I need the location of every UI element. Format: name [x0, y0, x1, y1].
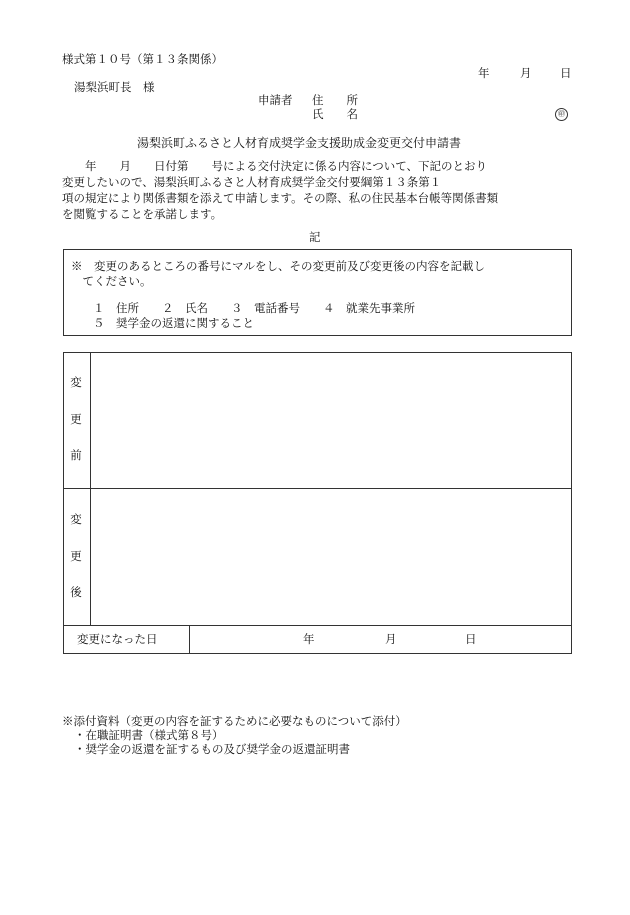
applicant-address-label: 住 所	[312, 93, 358, 107]
before-label-char-3: 前	[70, 448, 82, 462]
body-line-1: 年 月 日付第 号による交付決定に係る内容について、下記のとおり	[62, 159, 488, 173]
document-title: 湯梨浜町ふるさと人材育成奨学金支援助成金変更交付申請書	[137, 136, 462, 150]
note-line-1: ※ 変更のあるところの番号にマルをし、その変更前及び変更後の内容を記載し	[71, 259, 485, 273]
attachment-item-2: ・奨学金の返還を証するもの及び奨学金の返還証明書	[74, 742, 350, 756]
applicant-label: 申請者	[258, 93, 293, 107]
attachments-heading: ※添付資料（変更の内容を証するために必要なものについて添付）	[62, 714, 407, 728]
changed-date-year: 年	[303, 632, 315, 646]
body-line-3: 項の規定により関係書類を添えて申請します。その際、私の住民基本台帳等関係書類	[62, 191, 499, 205]
after-label-char-3: 後	[70, 585, 82, 599]
body-line-2: 変更したいので、湯梨浜町ふるさと人材育成奨学金交付要綱第１３条第１	[62, 175, 442, 189]
changed-date-month: 月	[385, 632, 397, 646]
before-label-char-2: 更	[70, 412, 82, 426]
note-line-2: てください。	[71, 274, 152, 288]
table-date-column-divider	[189, 625, 190, 654]
changed-date-label: 変更になった日	[77, 632, 158, 646]
after-label-char-2: 更	[70, 549, 82, 563]
date-year-label: 年	[478, 66, 490, 80]
date-month-label: 月	[520, 66, 532, 80]
applicant-name-label: 氏 名	[312, 107, 358, 121]
seal-mark: ㊞	[555, 108, 568, 121]
attachment-item-1: ・在職証明書（様式第８号）	[74, 728, 224, 742]
change-options-line-1: １ 住所 ２ 氏名 ３ 電話番号 ４ 就業先事業所	[93, 301, 415, 315]
ki-heading: 記	[309, 230, 321, 244]
after-content-field[interactable]	[91, 489, 571, 624]
date-day-label: 日	[560, 66, 572, 80]
table-date-divider	[63, 625, 572, 626]
form-number: 様式第１０号（第１３条関係）	[62, 52, 223, 66]
changed-date-day: 日	[465, 632, 477, 646]
before-content-field[interactable]	[91, 353, 571, 487]
addressee: 湯梨浜町長 様	[74, 80, 155, 94]
before-label-char-1: 変	[70, 375, 82, 389]
after-label-char-1: 変	[70, 512, 82, 526]
change-options-line-2: ５ 奨学金の返還に関すること	[93, 316, 254, 330]
body-line-4: を閲覧することを承諾します。	[62, 207, 223, 221]
